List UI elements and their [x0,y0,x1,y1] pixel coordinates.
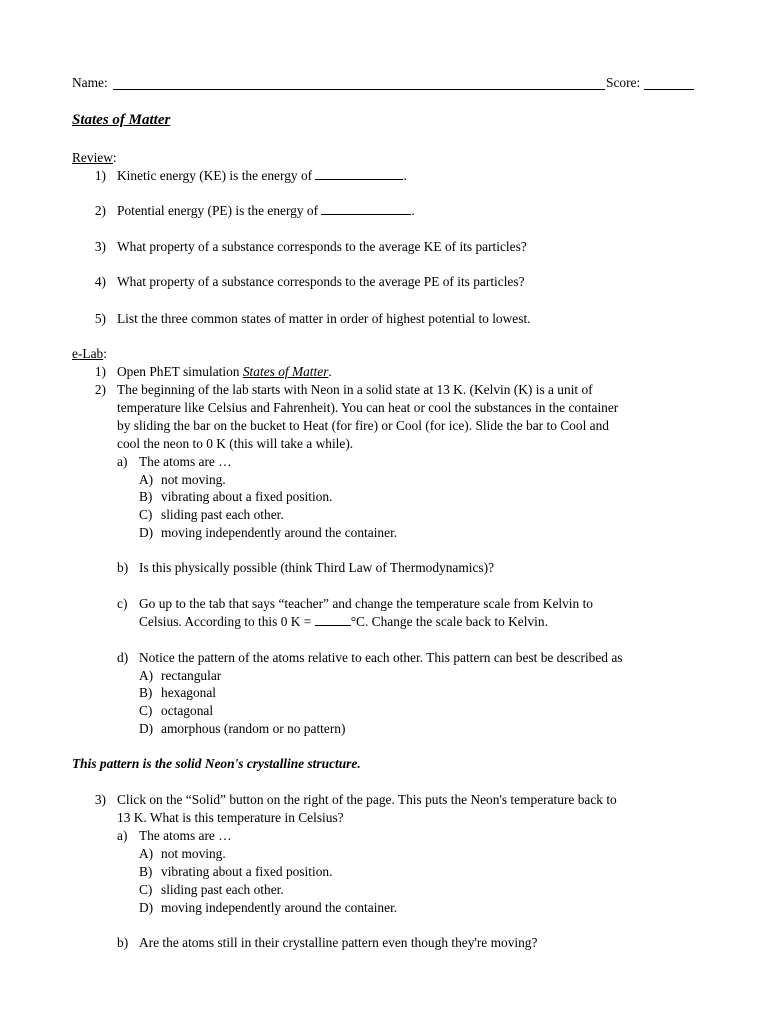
question-2d-label: d) [117,650,129,665]
elab-item-2-line-3: by sliding the bar on the bucket to Heat (for fire) or Cool (for ice). Slide the bar to Cool and [117,418,609,433]
review-heading-text: Review [72,150,113,165]
option-text: sliding past each other. [161,507,284,522]
question-2c-line-2: Celsius. According to this 0 K = [139,614,315,629]
elab-item-3-line-2: 13 K. What is this temperature in Celsius? [117,810,344,825]
option-text: not moving. [161,472,226,487]
phet-simulation-link[interactable]: States of Matter [242,364,329,379]
review-item-1-text: Kinetic energy (KE) is the energy of [117,168,313,183]
elab-heading-colon: : [103,346,107,361]
elab-item-2-line-2: temperature like Celsius and Fahrenheit). You can heat or cool the substances in the container [117,400,619,415]
review-item-2-text: Potential energy (PE) is the energy of [117,203,319,218]
review-item-4-number: 4) [94,274,106,289]
option-text: vibrating about a fixed position. [161,864,333,879]
option-letter: B) [139,489,153,504]
option-letter: C) [139,882,153,897]
review-item-4-text: What property of a substance corresponds to the average PE of its particles? [117,274,525,289]
option-text: vibrating about a fixed position. [161,489,333,504]
option-letter: A) [139,472,154,487]
name-field[interactable] [113,89,605,90]
elab-item-2-line-4: cool the neon to 0 K (this will take a while). [117,436,354,451]
question-2b-label: b) [117,560,129,575]
question-2d-text: Notice the pattern of the atoms relative to each other. This pattern can best be described as [139,650,623,665]
celsius-answer-blank[interactable] [315,613,351,626]
review-item-3-text: What property of a substance corresponds to the average KE of its particles? [117,239,527,254]
option-text: rectangular [161,668,222,683]
review-item-1-end: . [403,168,407,183]
question-3b-text: Are the atoms still in their crystalline pattern even though they're moving? [139,935,538,950]
question-2c-line-2-end: °C. Change the scale back to Kelvin. [350,614,548,629]
option-letter: D) [139,525,154,540]
review-item-2-blank[interactable] [321,202,411,215]
option-letter: B) [139,864,153,879]
review-item-3-number: 3) [94,239,106,254]
review-item-2-end: . [411,203,415,218]
option-text: hexagonal [161,685,217,700]
option-letter: A) [139,668,154,683]
name-label: Name: [72,75,108,90]
option-letter: C) [139,507,153,522]
review-item-1-blank[interactable] [315,167,403,180]
question-2a-text: The atoms are … [139,454,232,469]
option-text: moving independently around the container. [161,525,398,540]
option-text: amorphous (random or no pattern) [161,721,346,736]
option-text: moving independently around the container. [161,900,398,915]
option-letter: A) [139,846,154,861]
review-item-5-text: List the three common states of matter in order of highest potential to lowest. [117,311,531,326]
elab-item-1-text: Open PhET simulation [117,364,243,379]
question-3a-label: a) [117,828,128,843]
score-label: Score: [606,75,641,90]
question-3a-text: The atoms are … [139,828,232,843]
question-2a-label: a) [117,454,128,469]
elab-item-1-end: . [328,364,332,379]
elab-item-3-line-1: Click on the “Solid” button on the right of the page. This puts the Neon's temperature back to [117,792,617,807]
elab-heading-text: e-Lab [72,346,104,361]
option-text: octagonal [161,703,214,718]
review-heading-colon: : [112,150,117,165]
elab-heading [72,345,107,363]
elab-item-1-number: 1) [94,364,106,379]
question-2c-line-1: Go up to the tab that says “teacher” and change the temperature scale from Kelvin to [139,596,593,611]
elab-item-3-number: 3) [94,792,106,807]
option-text: not moving. [161,846,226,861]
score-field[interactable] [644,89,694,90]
crystalline-note: This pattern is the solid Neon's crystalline structure. [72,756,361,771]
review-heading [72,149,117,167]
option-text: sliding past each other. [161,882,284,897]
option-letter: C) [139,703,153,718]
option-letter: D) [139,721,154,736]
review-item-2-number: 2) [94,203,106,218]
review-item-5-number: 5) [94,311,106,326]
question-2b-text: Is this physically possible (think Third Law of Thermodynamics)? [139,560,495,575]
review-item-1-number: 1) [94,168,106,183]
elab-item-2-line-1: The beginning of the lab starts with Neon in a solid state at 13 K. (Kelvin (K) is a unit of [117,382,593,397]
question-3b-label: b) [117,935,129,950]
question-2c-label: c) [117,596,128,611]
page-title: States of Matter [72,112,171,128]
elab-item-2-number: 2) [94,382,106,397]
option-letter: B) [139,685,153,700]
option-letter: D) [139,900,154,915]
